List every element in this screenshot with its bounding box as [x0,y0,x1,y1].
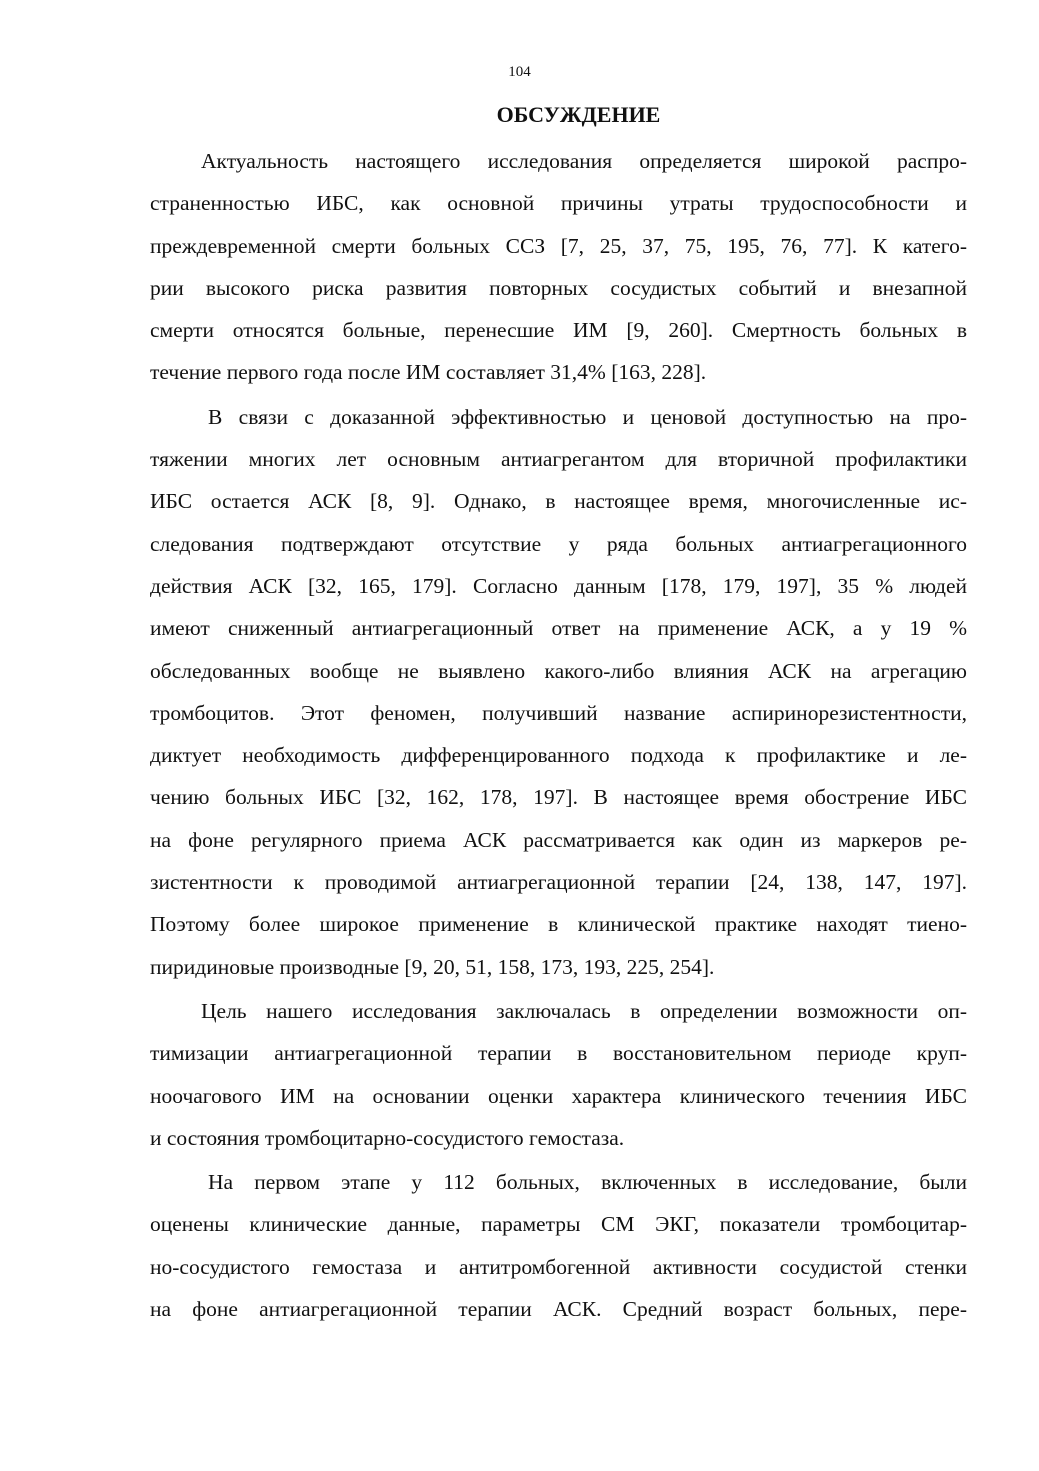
text-line: тимизации антиагрегационной терапии в восстановительном периоде круп- [150,1041,967,1066]
text-line: на фоне антиагрегационной терапии АСК. Средний возраст больных, пере- [150,1297,967,1322]
text-line: тяжении многих лет основным антиагрегантом для вторичной профилактики [150,447,967,472]
text-line: страненностью ИБС, как основной причины утраты трудоспособности и [150,191,967,216]
paragraph [150,394,967,988]
text-line: Цель нашего исследования заключалась в определении возможности оп- [201,998,967,1023]
page-number: 104 [508,64,531,80]
paragraph [150,1159,967,1330]
text-line: ИБС остается АСК [8, 9]. Однако, в настоящее время, многочисленные ис- [150,489,967,514]
text-line: на фоне регулярного приема АСК рассматривается как один из маркеров ре- [150,827,967,852]
text-line: имеют сниженный антиагрегационный ответ на применение АСК, а у 19 % [150,616,967,641]
text-line: На первом этапе у 112 больных, включенных в исследование, были [208,1170,967,1195]
text-line: рии высокого риска развития повторных сосудистых событий и внезапной [150,275,967,300]
text-line: обследованных вообще не выявлено какого-либо влияния АСК на агрегацию [150,658,967,683]
text-line: но-сосудистого гемостаза и антитромбогенной активности сосудистой стенки [150,1254,967,1279]
text-line: течение первого года после ИМ составляет 31,4% [163, 228]. [150,360,707,385]
text-line: пиридиновые производные [9, 20, 51, 158, 173, 193, 225, 254]. [150,954,715,979]
text-line: чению больных ИБС [32, 162, 178, 197]. В настоящее время обострение ИБС [150,785,967,810]
text-line: оценены клинические данные, параметры СМ ЭКГ, показатели тромбоцитар- [150,1212,967,1237]
text-line: действия АСК [32, 165, 179]. Согласно данным [178, 179, 197], 35 % людей [150,573,967,598]
text-line: преждевременной смерти больных ССЗ [7, 25, 37, 75, 195, 76, 77]. К катего- [150,233,967,258]
text-line: зистентности к проводимой антиагрегационной терапии [24, 138, 147, 197]. [150,870,967,895]
text-line: ноочагового ИМ на основании оценки характера клинического течениия ИБС [150,1083,967,1108]
section-heading: ОБСУЖДЕНИЕ [496,102,661,127]
text-line: смерти относятся больные, перенесшие ИМ [9, 260]. Смертность больных в [150,318,967,343]
text-line: В связи с доказанной эффективностью и ценовой доступностью на про- [208,404,967,429]
text-line: Актуальность настоящего исследования определяется широкой распро- [201,149,967,173]
text-line: следования подтверждают отсутствие у ряда больных антиагрегационного [150,531,967,556]
text-line: и состояния тромбоцитарно-сосудистого гемостаза. [150,1125,625,1150]
text-line: диктует необходимость дифференцированного подхода к профилактике и ле- [150,743,967,768]
paragraph [150,140,967,394]
text-line: тромбоцитов. Этот феномен, получивший название аспиринорезистентности, [150,700,967,725]
body-text [150,140,967,1330]
paragraph [150,988,967,1159]
text-line: Поэтому более широкое применение в клинической практике находят тиено- [150,912,967,937]
